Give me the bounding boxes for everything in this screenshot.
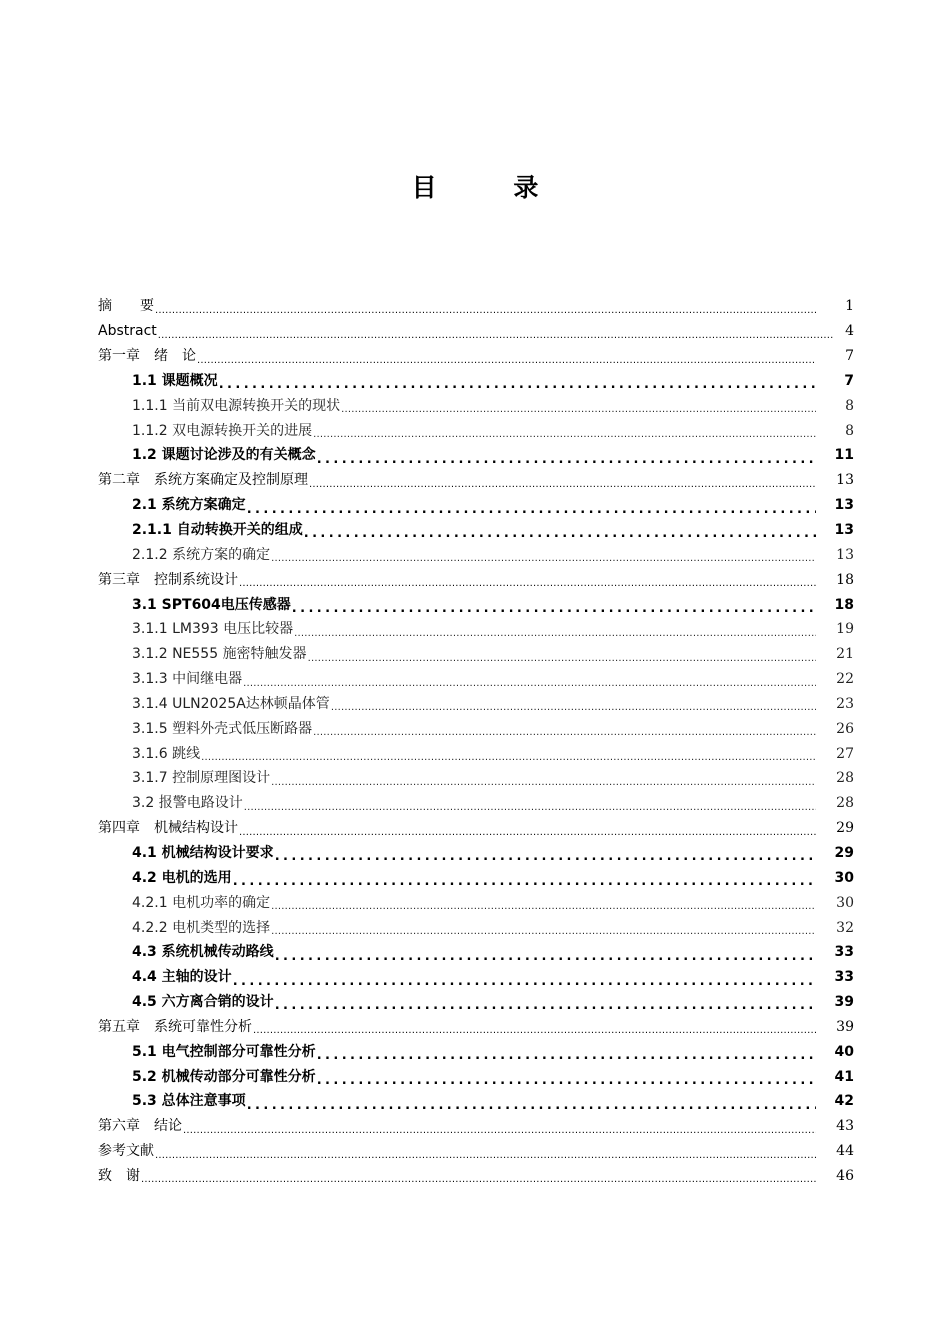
toc-entry[interactable]: [98, 766, 854, 791]
toc-entry-page-number: 23: [836, 695, 854, 712]
dot-leader: [317, 453, 816, 468]
toc-entry-label: 5.2 机械传动部分可靠性分析: [132, 1068, 316, 1085]
toc-entry[interactable]: [98, 940, 854, 965]
toc-entry-label: 3.2 报警电路设计: [132, 795, 243, 812]
toc-entry-label: 1.1 课题概况: [132, 372, 218, 389]
toc-entry[interactable]: [98, 1164, 854, 1189]
toc-entry-page-number: 4: [845, 323, 854, 340]
toc-entry-label: 1.1.1 当前双电源转换开关的现状: [132, 397, 341, 414]
toc-entry-label: 3.1.6 跳线: [132, 745, 201, 762]
toc-entry[interactable]: [98, 443, 854, 468]
dot-leader: [253, 1026, 816, 1039]
toc-entry-page-number: 42: [834, 1093, 854, 1110]
toc-entry-label: 参考文献: [98, 1143, 154, 1160]
toc-entry-page-number: 19: [836, 621, 854, 638]
toc-entry-label: 4.1 机械结构设计要求: [132, 844, 274, 861]
toc-entry-label: 5.3 总体注意事项: [132, 1093, 246, 1110]
dot-leader: [233, 975, 816, 990]
toc-entry-label: 5.1 电气控制部分可靠性分析: [132, 1043, 316, 1060]
toc-entry-label: 3.1.1 LM393 电压比较器: [132, 621, 294, 638]
toc-entry-label: 1.1.2 双电源转换开关的进展: [132, 422, 313, 439]
toc-entry-label: 4.2.1 电机功率的确定: [132, 894, 271, 911]
toc-entry[interactable]: [98, 865, 854, 890]
toc-entry-page-number: 8: [845, 422, 854, 439]
dot-leader: [292, 602, 816, 617]
toc-entry-label: 2.1 系统方案确定: [132, 497, 246, 514]
toc-entry-page-number: 8: [845, 397, 854, 414]
toc-entry[interactable]: [98, 592, 854, 617]
toc-entry[interactable]: [98, 493, 854, 518]
toc-entry[interactable]: [98, 1039, 854, 1064]
dot-leader: [239, 828, 816, 841]
toc-entry[interactable]: [98, 567, 854, 592]
dot-leader: [243, 679, 816, 692]
dot-leader: [331, 703, 816, 716]
dot-leader: [275, 850, 816, 865]
toc-entry[interactable]: [98, 344, 854, 369]
dot-leader: [308, 654, 816, 667]
toc-entry-label: 4.2.2 电机类型的选择: [132, 919, 271, 936]
page-title: 目 录: [411, 173, 573, 202]
toc-entry[interactable]: [98, 418, 854, 443]
toc-entry-page-number: 11: [834, 447, 854, 464]
toc-entry-label: 3.1.2 NE555 施密特触发器: [132, 646, 307, 663]
toc-entry-page-number: 33: [834, 944, 854, 961]
toc-entry-page-number: 29: [834, 844, 854, 861]
toc-entry-page-number: 32: [836, 919, 854, 936]
toc-entry[interactable]: [98, 468, 854, 493]
toc-entry[interactable]: [98, 294, 854, 319]
dot-leader: [317, 1074, 816, 1089]
dot-leader: [317, 1049, 816, 1064]
toc-entry[interactable]: [98, 369, 854, 394]
dot-leader: [309, 480, 816, 493]
dot-leader: [244, 803, 816, 816]
dot-leader: [183, 1126, 816, 1139]
toc-entry[interactable]: [98, 915, 854, 940]
toc-entry-label: 4.4 主轴的设计: [132, 969, 232, 986]
toc-entry[interactable]: [98, 1064, 854, 1089]
toc-entry-page-number: 7: [844, 372, 854, 389]
toc-entry-page-number: 33: [834, 969, 854, 986]
toc-entry[interactable]: [98, 393, 854, 418]
dot-leader: [275, 999, 816, 1014]
toc-entry-label: 3.1.7 控制原理图设计: [132, 770, 271, 787]
toc-entry-label: Abstract: [98, 323, 157, 340]
toc-entry-label: 第三章 控制系统设计: [98, 571, 238, 588]
dot-leader: [239, 579, 816, 592]
toc-entry-label: 摘 要: [98, 298, 154, 315]
toc-entry-page-number: 22: [836, 671, 854, 688]
toc-entry-page-number: 13: [834, 522, 854, 539]
dot-leader: [294, 629, 816, 642]
table-of-contents: [98, 294, 854, 1188]
toc-entry[interactable]: [98, 816, 854, 841]
toc-entry-page-number: 39: [836, 1018, 854, 1035]
toc-entry-label: 3.1.3 中间继电器: [132, 671, 243, 688]
dot-leader: [271, 778, 816, 791]
toc-entry-page-number: 29: [836, 820, 854, 837]
toc-entry-label: 2.1.1 自动转换开关的组成: [132, 522, 303, 539]
dot-leader: [271, 902, 816, 915]
toc-entry[interactable]: [98, 841, 854, 866]
toc-entry[interactable]: [98, 1089, 854, 1114]
toc-entry[interactable]: [98, 791, 854, 816]
toc-entry-page-number: 7: [845, 348, 854, 365]
toc-entry-page-number: 28: [836, 795, 854, 812]
dot-leader: [247, 1099, 816, 1114]
toc-entry-label: 第五章 系统可靠性分析: [98, 1018, 252, 1035]
toc-entry-page-number: 44: [836, 1143, 854, 1160]
toc-entry-label: 3.1.5 塑料外壳式低压断路器: [132, 720, 313, 737]
toc-entry[interactable]: [98, 890, 854, 915]
toc-entry-page-number: 13: [834, 497, 854, 514]
dot-leader: [271, 554, 816, 567]
dot-leader: [304, 527, 816, 542]
toc-entry-label: 第六章 结论: [98, 1118, 182, 1135]
toc-entry-page-number: 13: [836, 546, 854, 563]
toc-entry[interactable]: [98, 1114, 854, 1139]
toc-entry-page-number: 30: [834, 869, 854, 886]
toc-entry-page-number: 40: [834, 1043, 854, 1060]
toc-entry-label: 致 谢: [98, 1167, 140, 1184]
toc-entry[interactable]: [98, 741, 854, 766]
toc-entry-label: 第二章 系统方案确定及控制原理: [98, 472, 308, 489]
toc-entry-page-number: 39: [834, 994, 854, 1011]
dot-leader: [271, 927, 816, 940]
dot-leader: [341, 405, 816, 418]
toc-entry-page-number: 46: [836, 1167, 854, 1184]
dot-leader: [158, 331, 834, 344]
toc-entry[interactable]: [98, 716, 854, 741]
toc-entry-page-number: 1: [845, 298, 854, 315]
dot-leader: [155, 1151, 816, 1164]
toc-entry[interactable]: [98, 617, 854, 642]
toc-entry[interactable]: [98, 692, 854, 717]
toc-entry-label: 4.3 系统机械传动路线: [132, 944, 274, 961]
toc-entry-label: 4.2 电机的选用: [132, 869, 232, 886]
toc-entry-label: 2.1.2 系统方案的确定: [132, 546, 271, 563]
dot-leader: [155, 306, 816, 319]
toc-entry-page-number: 18: [836, 571, 854, 588]
dot-leader: [201, 753, 816, 766]
toc-entry-page-number: 18: [834, 596, 854, 613]
toc-entry-page-number: 28: [836, 770, 854, 787]
toc-entry[interactable]: [98, 667, 854, 692]
dot-leader: [219, 378, 816, 393]
toc-entry-label: 第一章 绪 论: [98, 348, 196, 365]
toc-entry-label: 3.1 SPT604电压传感器: [132, 596, 291, 613]
toc-entry[interactable]: [98, 542, 854, 567]
dot-leader: [247, 503, 816, 518]
toc-entry-page-number: 43: [836, 1118, 854, 1135]
toc-entry[interactable]: [98, 990, 854, 1015]
toc-entry[interactable]: [98, 965, 854, 990]
toc-entry-page-number: 41: [834, 1068, 854, 1085]
toc-entry-page-number: 13: [836, 472, 854, 489]
toc-entry-page-number: 30: [836, 894, 854, 911]
toc-entry-label: 第四章 机械结构设计: [98, 820, 238, 837]
toc-entry-page-number: 21: [836, 646, 854, 663]
dot-leader: [275, 950, 816, 965]
toc-entry[interactable]: [98, 1014, 854, 1039]
toc-entry-label: 3.1.4 ULN2025A达林顿晶体管: [132, 695, 330, 712]
dot-leader: [197, 356, 816, 369]
toc-entry[interactable]: [98, 518, 854, 543]
dot-leader: [313, 728, 816, 741]
toc-entry[interactable]: [98, 642, 854, 667]
toc-entry-page-number: 26: [836, 720, 854, 737]
toc-entry[interactable]: [98, 319, 854, 344]
dot-leader: [313, 430, 816, 443]
dot-leader: [141, 1175, 816, 1188]
toc-entry-label: 1.2 课题讨论涉及的有关概念: [132, 447, 316, 464]
dot-leader: [233, 875, 816, 890]
toc-entry-page-number: 27: [836, 745, 854, 762]
toc-entry-label: 4.5 六方离合销的设计: [132, 994, 274, 1011]
toc-entry[interactable]: [98, 1139, 854, 1164]
